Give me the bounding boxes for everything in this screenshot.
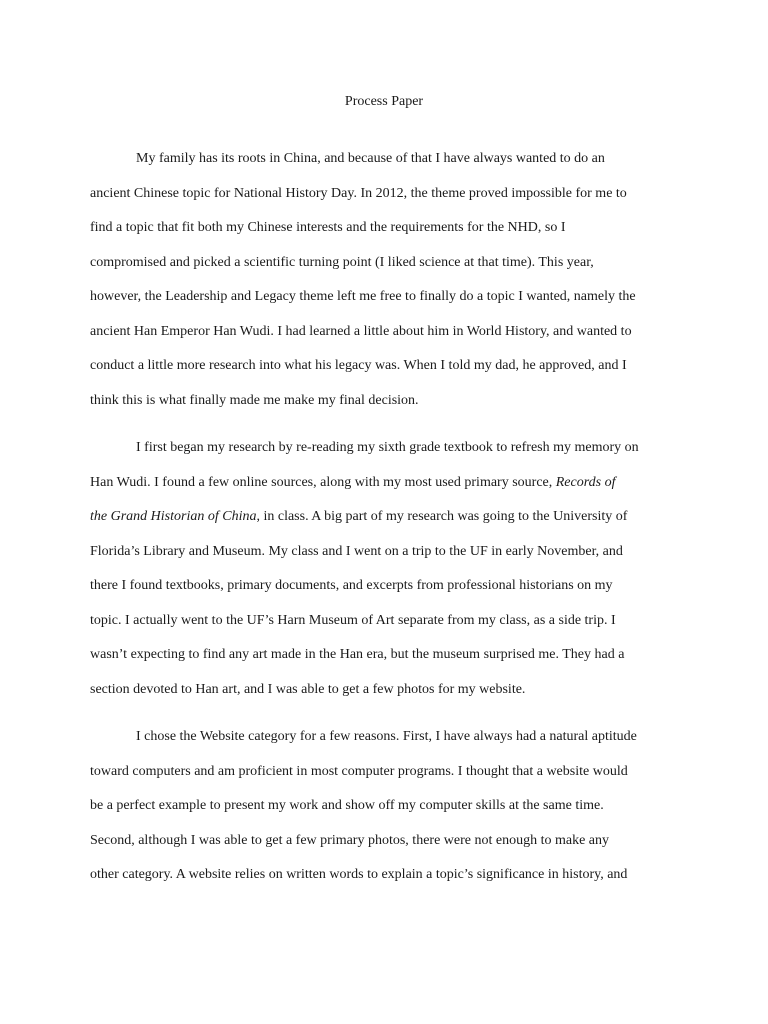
- paragraph-1: My family has its roots in China, and because of that I have always wanted to do an ancient Chinese topic for National History Day. In 2012, the theme proved impossible for me to find a topic that fit both my Chinese interests and the requirements for the NHD, so I compromised and picked a scientific turning point (I liked science at that time). This year, however, the Leadership and Legacy theme left me free to finally do a topic I wanted, namely the ancient Han Emperor Han Wudi. I had learned a little about him in World History, and wanted to conduct a little more research into what his legacy was. When I told my dad, he approved, and I think this is what finally made me make my final decision.: [90, 151, 636, 408]
- paragraph-2-text-b: , in class. A big part of my research was going to the University of Florida’s Library and Museum. My class and I went on a trip to the UF in early November, and there I found textbooks, primary documents, and excerpts from professional historians on my topic. I actually went to the UF’s Harn Museum of Art separate from my class, as a side trip. I wasn’t expecting to find any art made in the Han era, but the museum surprised me. They had a section devoted to Han art, and I was able to get a few photos for my website.: [90, 509, 628, 697]
- page-title: Process Paper: [344, 94, 424, 109]
- paragraph-3: I chose the Website category for a few reasons. First, I have always had a natural aptitude toward computers and am proficient in most computer programs. I thought that a website would be a perfect example to present my work and show off my computer skills at the same time. Second, although I was able to get a few primary photos, there were not enough to make any other category. A website relies on written words to explain a topic’s significance in history, and: [90, 729, 637, 882]
- book-title-italic: Records of the Grand Historian of China: [90, 474, 616, 524]
- document-body: [90, 142, 690, 906]
- paragraph-2-text-a: I first began my research by re-reading my sixth grade textbook to refresh my memory on Han Wudi. I found a few online sources, along with my most used primary source,: [90, 440, 639, 490]
- paragraph-2: [90, 431, 690, 707]
